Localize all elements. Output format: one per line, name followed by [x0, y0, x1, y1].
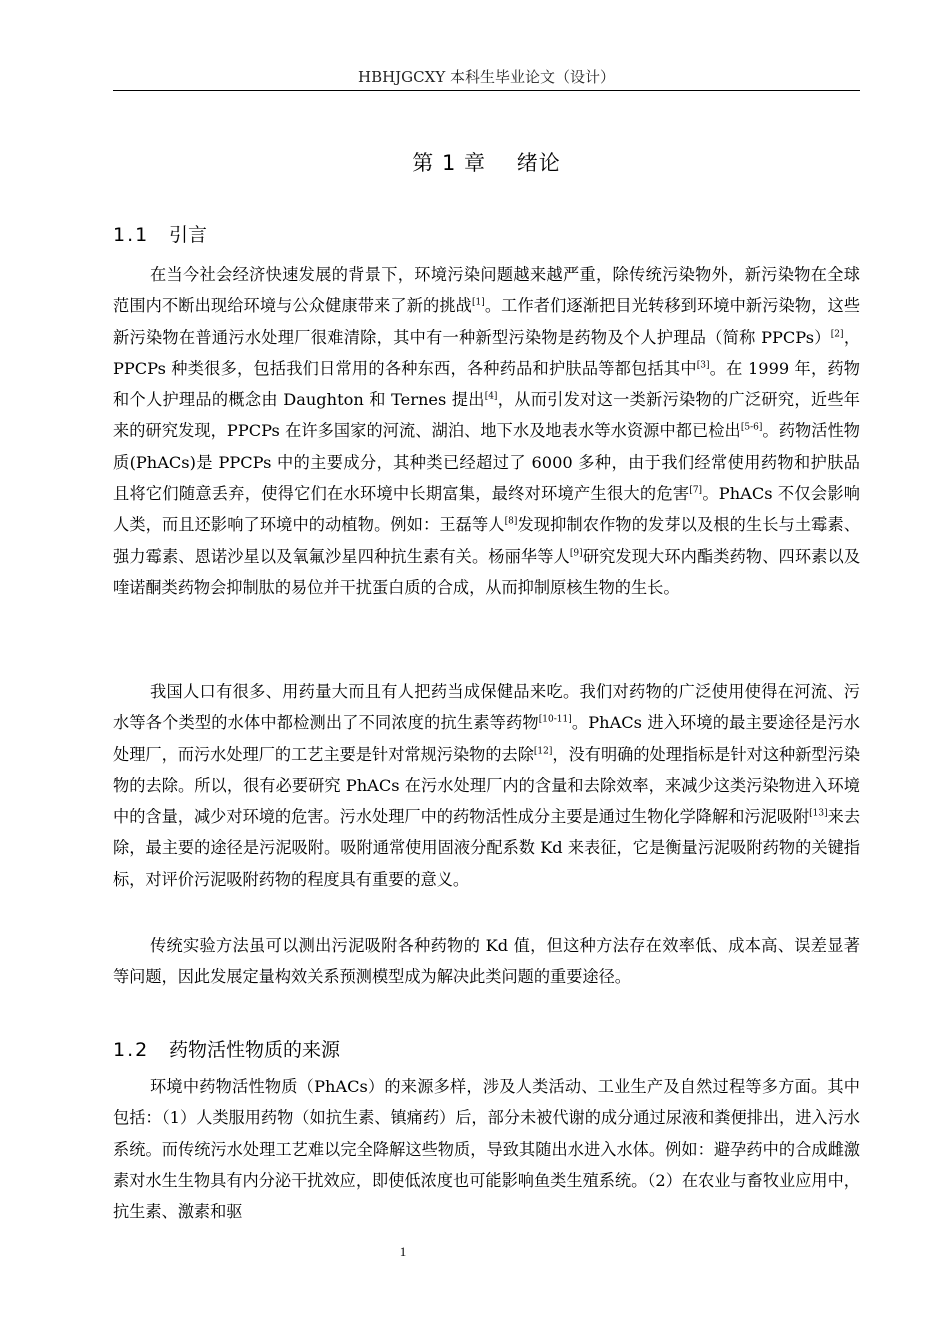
citation[interactable]: [3] — [696, 360, 710, 371]
citation[interactable]: [7] — [689, 485, 703, 496]
chapter-title: 绪论 — [516, 151, 561, 175]
paragraph-2: 我国人口有很多、用药量大而且有人把药当成保健品来吃。我们对药物的广泛使用使得在河流、污水等各个类型的水体中都检测出了不同浓度的抗生素等药物[10-11]。PhACs 进入环境的最主要途径是污水处理厂，而污水处理厂的工艺主要是针对常规污染物的去除[12]，没有明确的处理指标是针对这种新型污染物的去除。所以，很有必要研究 PhACs 在污水处理厂内的含量和去除效率，来减少这类污染物进入环境中的含量，减少对环境的危害。污水处理厂中的药物活性成分主要是通过生物化学降解和污泥吸附[13]来去除，最主要的途径是污泥吸附。吸附通常使用固液分配系数 Kd 来表征，它是衡量污泥吸附药物的关键指标，对评价污泥吸附药物的程度具有重要的意义。 — [113, 682, 861, 889]
paragraph-3: 传统实验方法虽可以测出污泥吸附各种药物的 Kd 值，但这种方法存在效率低、成本高、误差显著等问题，因此发展定量构效关系预测模型成为解决此类问题的重要途径。 — [113, 936, 860, 987]
citation[interactable]: [10-11] — [538, 714, 572, 725]
section-number: 1.2 — [113, 1039, 150, 1061]
citation[interactable]: [5-6] — [740, 423, 763, 434]
citation[interactable]: [1] — [471, 297, 485, 308]
citation[interactable]: [4] — [484, 391, 498, 402]
citation[interactable]: [2] — [830, 329, 844, 340]
chapter-number: 第 1 章 — [412, 151, 486, 175]
chapter-heading — [113, 147, 860, 177]
citation[interactable]: [9] — [569, 548, 583, 559]
section-number: 1.1 — [113, 224, 150, 246]
page-number: 1 — [399, 1244, 407, 1259]
section-title: 引言 — [169, 224, 208, 246]
citation[interactable]: [13] — [809, 808, 828, 819]
section-heading-1-2 — [113, 1035, 340, 1062]
citation[interactable]: [12] — [533, 746, 553, 757]
paragraph-4: 环境中药物活性物质（PhACs）的来源多样，涉及人类活动、工业生产及自然过程等多方面。其中包括：（1）人类服用药物（如抗生素、镇痛药）后，部分未被代谢的成分通过尿液和粪便排出，进入污水系统。而传统污水处理工艺难以完全降解这些物质，导致其随出水进入水体。例如：避孕药中的合成雌激素对水生生物具有内分泌干扰效应，即使低浓度也可能影响鱼类生殖系统。（2）在农业与畜牧业应用中，抗生素、激素和驱 — [113, 1077, 860, 1222]
header-divider — [113, 90, 860, 91]
paragraph-1: 在当今社会经济快速发展的背景下，环境污染问题越来越严重，除传统污染物外，新污染物在全球范围内不断出现给环境与公众健康带来了新的挑战[1]。工作者们逐渐把目光转移到环境中新污染物，这些新污染物在普通污水处理厂很难清除，其中有一种新型污染物是药物及个人护理品（简称 PPCPs）[2]，PPCPs 种类很多，包括我们日常用的各种东西，各种药品和护肤品等都包括其中[3]。在 1999 年，药物和个人护理品的概念由 Daughton 和 Ternes 提出[4]，从而引发对这一类新污染物的广泛研究，近些年来的研究发现，PPCPs 在许多国家的河流、湖泊、地下水及地表水等水资源中都已检出[5-6]。药物活性物质(PhACs)是 PPCPs 中的主要成分，其种类已经超过了 6000 多种，由于我们经常使用药物和护肤品且将它们随意丢弃，使得它们在水环境中长期富集，最终对环境产生很大的危害[7]。PhACs 不仅会影响人类，而且还影响了环境中的动植物。例如：王磊等人[8]发现抑制农作物的发芽以及根的生长与土霉素、强力霉素、恩诺沙星以及氧氟沙星四种抗生素有关。杨丽华等人[9]研究发现大环内酯类药物、四环素以及喹诺酮类药物会抑制肽的易位并干扰蛋白质的合成，从而抑制原核生物的生长。 — [113, 265, 861, 597]
section-title: 药物活性物质的来源 — [169, 1039, 341, 1061]
citation[interactable]: [8] — [504, 516, 518, 527]
running-header: HBHJGCXY 本科生毕业论文（设计） — [357, 68, 615, 86]
section-heading-1-1 — [113, 220, 207, 247]
